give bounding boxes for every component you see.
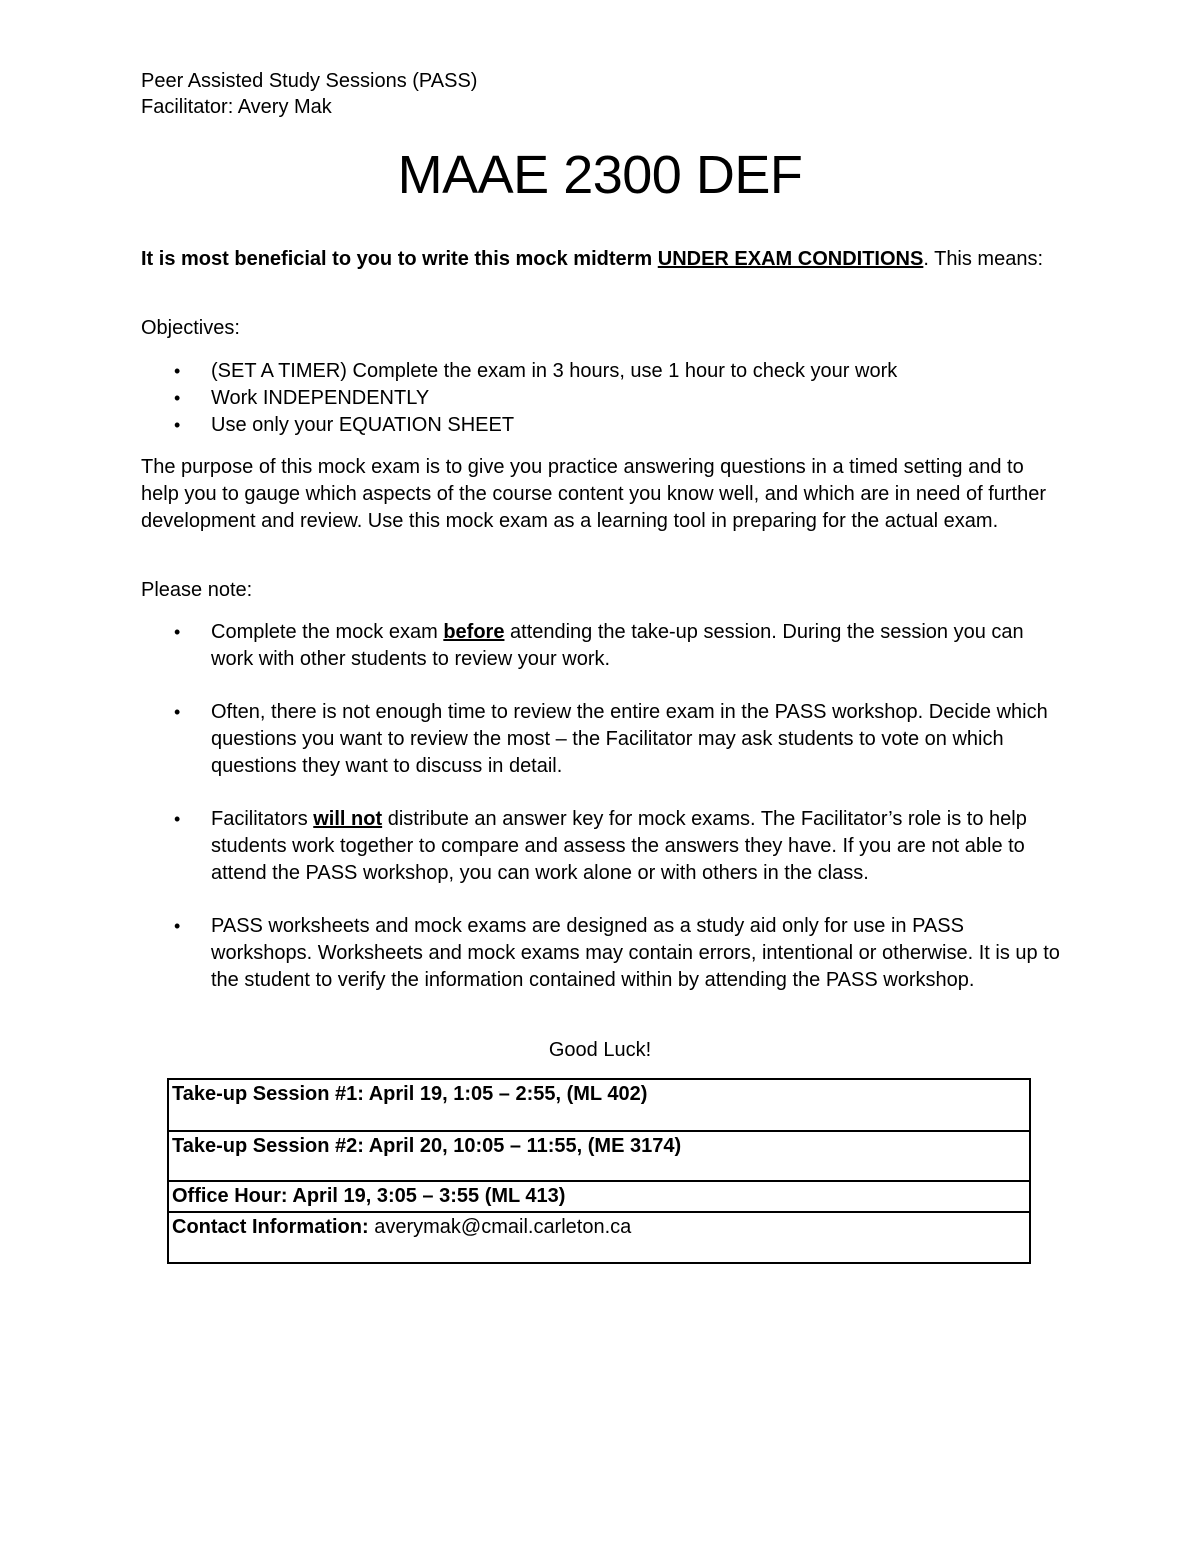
- session-1-cell: Take-up Session #1: April 19, 1:05 – 2:55, (ML 402): [168, 1079, 1030, 1131]
- table-row: [168, 1212, 1030, 1263]
- list-item: [141, 358, 1066, 385]
- objectives-label: Objectives:: [141, 317, 240, 339]
- notes-label: Please note:: [141, 579, 253, 601]
- note-text: PASS worksheets and mock exams are designed as a study aid only for use in PASS workshops. Worksheets and mock exams may contain errors, intentional or otherwise. It is up to the student to verify the information contained within by attending the PASS workshop.: [211, 915, 1060, 991]
- note-pre: Facilitators: [211, 808, 314, 830]
- objective-text: Use only your EQUATION SHEET: [211, 414, 515, 436]
- intro-tail: . This means:: [923, 248, 1044, 270]
- program-name: Peer Assisted Study Sessions (PASS): [141, 70, 478, 92]
- note-pre: Complete the mock exam: [211, 621, 444, 643]
- list-item: [141, 806, 1066, 887]
- bullet-icon: •: [174, 809, 181, 829]
- bullet-icon: •: [174, 388, 181, 408]
- table-row: [168, 1131, 1030, 1181]
- bullet-icon: •: [174, 415, 181, 435]
- bullet-icon: •: [174, 702, 181, 722]
- note-text: Often, there is not enough time to review the entire exam in the PASS workshop. Decide which questions you want to review the most – the Facilitator may ask students to vote on which questions they want to discuss in detail.: [211, 701, 1048, 777]
- list-item: [141, 412, 1066, 439]
- office-hour-cell: Office Hour: April 19, 3:05 – 3:55 (ML 413): [168, 1181, 1030, 1212]
- objectives-list: [141, 358, 1066, 439]
- page-title: MAAE 2300 DEF: [397, 145, 803, 205]
- intro-underlined-text: UNDER EXAM CONDITIONS: [657, 248, 924, 270]
- contact-cell: [168, 1212, 1030, 1263]
- notes-list: [141, 619, 1066, 1020]
- note-post: attending the take-up session. During the session you can work with other students to review your work.: [211, 621, 1024, 670]
- contact-email[interactable]: averymak@cmail.carleton.ca: [374, 1216, 632, 1238]
- facilitator-name: Facilitator: Avery Mak: [141, 96, 332, 118]
- objective-text: Work INDEPENDENTLY: [211, 387, 430, 409]
- session-2-cell: Take-up Session #2: April 20, 10:05 – 11:55, (ME 3174): [168, 1131, 1030, 1181]
- list-item: [141, 699, 1066, 780]
- contact-label: Contact Information:: [172, 1216, 369, 1238]
- table-row: [168, 1079, 1030, 1131]
- session-info-table: [167, 1078, 1031, 1264]
- list-item: [141, 385, 1066, 412]
- table-row: [168, 1181, 1030, 1212]
- note-post: distribute an answer key for mock exams. The Facilitator’s role is to help students work together to compare and assess the answers they have. If you are not able to attend the PASS workshop, you can work alone or with others in the class.: [211, 808, 1027, 884]
- bullet-icon: •: [174, 916, 181, 936]
- list-item: [141, 913, 1066, 994]
- intro-paragraph: [141, 246, 1066, 273]
- objective-text: (SET A TIMER) Complete the exam in 3 hours, use 1 hour to check your work: [211, 360, 898, 382]
- note-emphasis: will not: [313, 808, 383, 830]
- note-emphasis: before: [443, 621, 505, 643]
- closing-text: Good Luck!: [548, 1039, 652, 1061]
- bullet-icon: •: [174, 361, 181, 381]
- purpose-paragraph: The purpose of this mock exam is to give you practice answering questions in a timed setting and to help you to gauge which aspects of the course content you know well, and which are in need of further development and review. Use this mock exam as a learning tool in preparing for the actual exam.: [141, 456, 1046, 532]
- intro-bold-text: It is most beneficial to you to write this mock midterm: [141, 248, 653, 270]
- list-item: [141, 619, 1066, 673]
- bullet-icon: •: [174, 622, 181, 642]
